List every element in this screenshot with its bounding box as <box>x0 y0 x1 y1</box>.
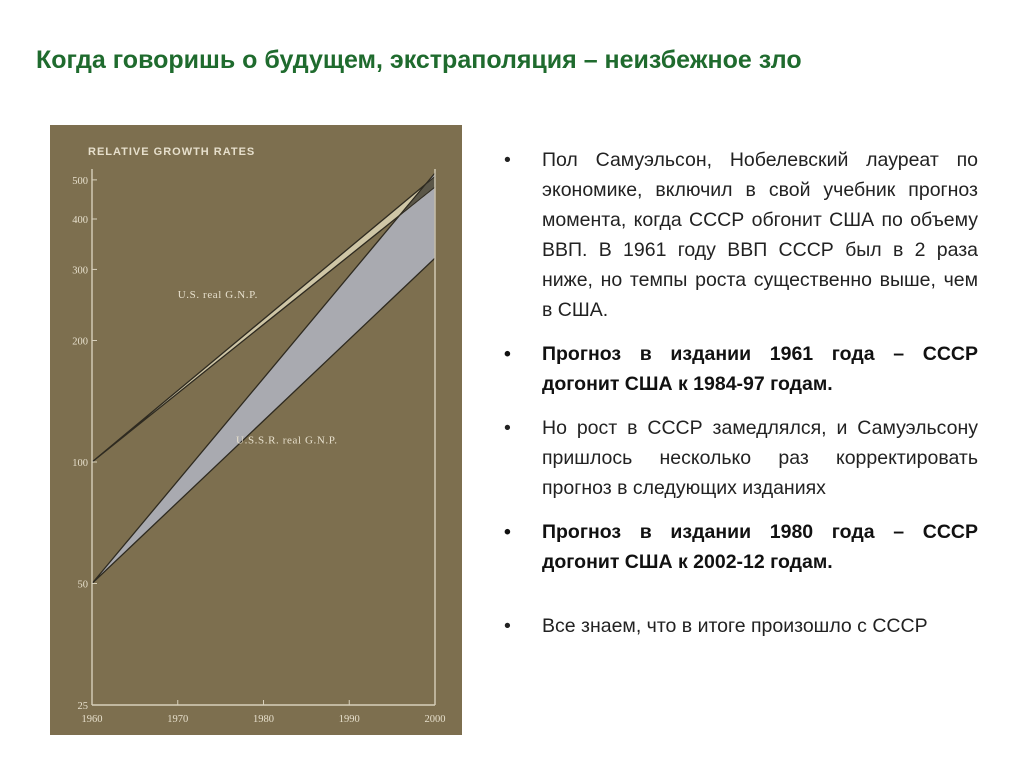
bullet-list <box>500 145 978 655</box>
x-tick-label: 1970 <box>167 714 189 725</box>
x-tick-label: 2000 <box>424 714 446 725</box>
bullet-item: • Прогноз в издании 1980 года – СССР догонит США к 2002-12 годам. <box>500 517 978 577</box>
x-tick-label: 1990 <box>338 714 360 725</box>
y-tick-label: 400 <box>72 214 88 226</box>
bullet-item: • Прогноз в издании 1961 года – СССР догонит США к 1984-97 годам. <box>500 339 978 399</box>
y-tick-label: 200 <box>72 336 88 348</box>
y-tick-label: 100 <box>72 457 88 469</box>
growth-chart <box>50 125 462 735</box>
growth-chart-svg <box>50 125 462 735</box>
y-tick-label: 500 <box>72 175 88 187</box>
bullet-item: • Все знаем, что в итоге произошло с СССР <box>500 611 978 641</box>
bullet-item: • Пол Самуэльсон, Нобелевский лауреат по экономике, включил в свой учебник прогноз момента, когда СССР обгонит США по объему ВВП. В 1961 году ВВП СССР был в 2 раза ниже, но темпы роста существенно выше, чем в США. <box>500 145 978 325</box>
slide-title: Когда говоришь о будущем, экстраполяция – неизбежное зло <box>36 46 802 74</box>
y-tick-label: 300 <box>72 265 88 277</box>
y-tick-label: 50 <box>77 579 88 591</box>
x-tick-label: 1980 <box>253 714 274 725</box>
y-tick-label: 25 <box>77 701 88 712</box>
x-tick-label: 1960 <box>81 714 103 725</box>
series-label-ussr: U.S.S.R. real G.N.P. <box>236 434 338 447</box>
chart-title: RELATIVE GROWTH RATES <box>88 146 256 158</box>
bullet-item: • Но рост в СССР замедлялся, и Самуэльсону пришлось несколько раз корректировать прогноз в следующих изданиях <box>500 413 978 503</box>
series-label-us: U.S. real G.N.P. <box>177 288 258 301</box>
